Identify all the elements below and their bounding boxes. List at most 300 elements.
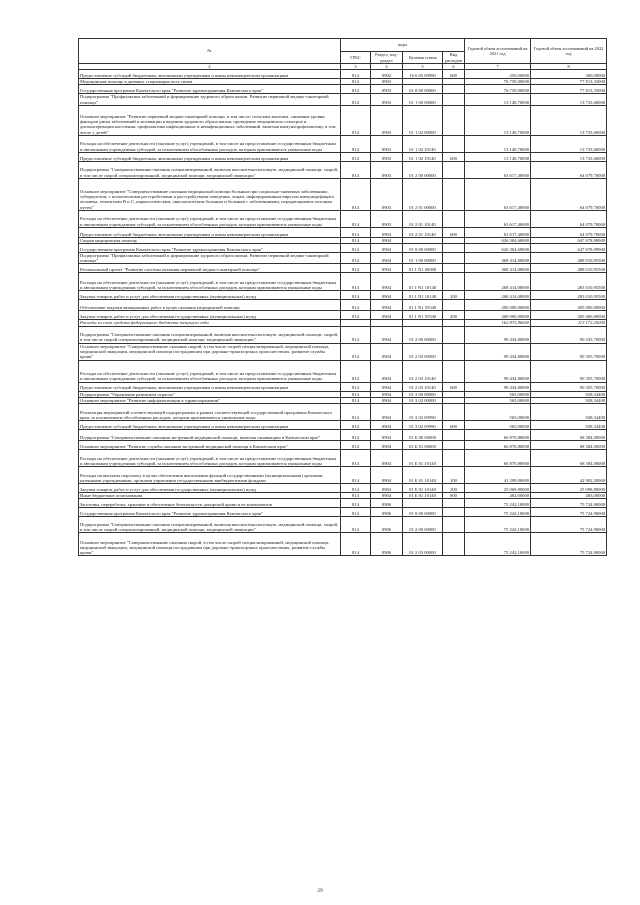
row-description: Медицинская помощь в дневных стационарах всех типов [79, 79, 341, 85]
table-row [79, 533, 607, 556]
amount-2021: 13 140,70000 [465, 105, 531, 135]
row-description: Подпрограмма "Совершенствование оказания экстренной медицинской помощи, включая санавиацию в Камчатском крае" [79, 430, 341, 441]
row-description: Региональный проект "Развитие системы оказания первичной медико-санитарной помощи" [79, 264, 341, 273]
amount-2021: 63 617,40000 [465, 178, 531, 210]
amount-2021: 66 870,80000 [465, 450, 531, 467]
column-number: 6 [443, 64, 465, 70]
row-code [443, 404, 465, 421]
amount-2021: 63 617,40000 [465, 161, 531, 178]
table-row [79, 152, 607, 161]
row-code: 01 3 02 09990 [403, 404, 443, 421]
row-code [443, 161, 465, 178]
row-code: 814 [341, 397, 371, 403]
row-description: Подпрограмма "Совершенствование оказания специализированной, включая высокотехнологичную, медицинской помощи, скорой, в том числе скорой специализированной, медицинской помощи, медицинской эвакуации" [79, 326, 341, 343]
amount-2022: 488 010,95500 [531, 253, 607, 264]
column-number: 8 [531, 64, 607, 70]
row-code [443, 499, 465, 508]
table-row [79, 273, 607, 291]
row-code: 814 [341, 484, 371, 493]
row-code: 01 1 00 00000 [403, 94, 443, 105]
row-description: Основное мероприятие "Развитие информатизации в здравоохранении" [79, 397, 341, 403]
amount-2022: 75 724,90000 [531, 499, 607, 508]
row-code: 01 0 00 00000 [403, 244, 443, 253]
row-code: 01 2 03 10140 [403, 382, 443, 391]
table-row [79, 430, 607, 441]
amount-2021: 565,00000 [465, 391, 531, 397]
amount-2022: 64 079,70000 [531, 178, 607, 210]
row-code: 0904 [371, 450, 403, 467]
row-code: 814 [341, 326, 371, 343]
row-code: 0904 [371, 264, 403, 273]
row-code [443, 343, 465, 360]
amount-2021: 99 434,80000 [465, 343, 531, 360]
row-description: Иные бюджетные ассигнования [79, 493, 341, 499]
amount-2022: 647 678,99900 [531, 244, 607, 253]
row-code: 814 [341, 253, 371, 264]
row-code: 814 [341, 343, 371, 360]
amount-2022: 64 079,70000 [531, 227, 607, 237]
table-row [79, 343, 607, 360]
row-code: 0903 [371, 85, 403, 94]
row-code: 814 [341, 161, 371, 178]
row-code: 814 [341, 382, 371, 391]
row-description: Предоставление субсидий бюджетным, автономным учреждениям и иным некоммерческим организациям [79, 227, 341, 237]
header-row-number: № [79, 39, 341, 64]
table-header [79, 39, 607, 70]
amount-2021: 626 304,68000 [465, 237, 531, 243]
row-code: 0904 [371, 397, 403, 403]
row-description: Закупка товаров, работ и услуг для обеспечения государственных (муниципальных) нужд [79, 311, 341, 320]
row-code: 01 2 03 00000 [403, 533, 443, 556]
row-description: Основное мероприятие "Развитие службы оказания экстренной медицинской помощи в Камчатском крае" [79, 441, 341, 450]
row-description: Основное мероприятие "Развитие первичной медико-санитарной помощи, в том числе: сельским жителям, снижение уровня факторов риска заболеваний и мотивации к ведению здорового образа жизни, проведение медицинских осмотров и диспансеризации населения, профилактика инфекционных и неинфекционных заболеваний, включая иммунопрофилактику, в том числе у детей" [79, 105, 341, 135]
amount-2022: 283 010,95500 [531, 273, 607, 291]
amount-2021: 66 870,80000 [465, 441, 531, 450]
row-code: 0904 [371, 237, 403, 243]
amount-2022: 75 724,90000 [531, 517, 607, 533]
row-code [443, 105, 465, 135]
amount-2021: 468 414,08000 [465, 253, 531, 264]
table-row [79, 300, 607, 311]
amount-2021: 565,00000 [465, 404, 531, 421]
row-code: 01 1 N1 55540 [403, 311, 443, 320]
row-code: 814 [341, 360, 371, 382]
row-code: 0904 [371, 360, 403, 382]
amount-2022: 13 733,60000 [531, 105, 607, 135]
row-code [443, 508, 465, 517]
row-code: 01 Б 01 10140 [403, 450, 443, 467]
row-code: 01 1 00 00000 [403, 253, 443, 264]
row-code: 814 [341, 227, 371, 237]
amount-2022: 68 384,00000 [531, 441, 607, 450]
header-expense-type: Вид расходов [443, 52, 465, 64]
row-code: 0903 [371, 105, 403, 135]
table-row [79, 382, 607, 391]
amount-2022: 647 678,99900 [531, 237, 607, 243]
amount-2022: 928,34400 [531, 421, 607, 430]
amount-2021: 565,00000 [465, 421, 531, 430]
amount-2021: 200 000,00000 [465, 300, 531, 311]
row-code: 01 0 00 00000 [403, 85, 443, 94]
amount-2021: 25 069,80000 [465, 484, 531, 493]
amount-2022: 13 733,60000 [531, 135, 607, 152]
table-row [79, 161, 607, 178]
row-code: 01 1 02 00000 [403, 105, 443, 135]
row-code: 814 [341, 85, 371, 94]
amount-2022: 68 384,00000 [531, 430, 607, 441]
header-codes: коды [341, 39, 465, 52]
table-row [79, 508, 607, 517]
amount-2022: 113 172,20000 [531, 320, 607, 326]
row-description: Подпрограмма "Совершенствование оказания специализированной, включая высокотехнологичную, медицинской помощи, скорой, в том числе скорой специализированной, медицинской помощи, медицинской эвакуации" [79, 161, 341, 178]
row-description: Обеспечение закупки авиационных работ в целях оказания медицинской помощи [79, 300, 341, 311]
amount-2022: 90 355,70000 [531, 360, 607, 382]
table-row [79, 404, 607, 421]
row-code [443, 430, 465, 441]
row-code: 814 [341, 450, 371, 467]
page-number: 29 [317, 888, 323, 894]
row-code: 0906 [371, 533, 403, 556]
table-row [79, 291, 607, 300]
row-code: 01 2 01 10140 [403, 227, 443, 237]
row-code: 814 [341, 135, 371, 152]
row-code: 814 [341, 430, 371, 441]
table-row [79, 85, 607, 94]
row-code: 814 [341, 300, 371, 311]
table-row [79, 467, 607, 484]
row-code [443, 450, 465, 467]
row-description: Расходы на обеспечение деятельности (оказание услуг) учреждений, в том числе на предоставление государственным бюджетным и автономным учреждениям субсидий, за исключением обособленных расходов, которым присваиваются уникальные коды [79, 450, 341, 467]
amount-2021: 482,00000 [465, 493, 531, 499]
amount-2022: 205 000,00000 [531, 300, 607, 311]
row-code: 0904 [371, 326, 403, 343]
row-code: 814 [341, 291, 371, 300]
amount-2022: 283 010,95500 [531, 291, 607, 300]
amount-2022: 90 355,70000 [531, 382, 607, 391]
row-code [443, 94, 465, 105]
row-code: 200 [443, 311, 465, 320]
row-code: 0904 [371, 441, 403, 450]
amount-2021: 99 434,80000 [465, 382, 531, 391]
amount-2021: 66 870,80000 [465, 430, 531, 441]
table-row [79, 421, 607, 430]
header-volume-2022: Годовой объем ассигнований на 2022 год [531, 39, 607, 64]
row-code: 0904 [371, 484, 403, 493]
table-body [79, 70, 607, 556]
amount-2021: 99 434,80000 [465, 360, 531, 382]
row-code: 814 [341, 105, 371, 135]
row-code: 01 2 00 00000 [403, 517, 443, 533]
amount-2021: 76 758,00000 [465, 79, 531, 85]
row-code: 0903 [371, 135, 403, 152]
row-description: Государственная программа Камчатского края "Развитие здравоохранения Камчатского края" [79, 85, 341, 94]
row-code: 814 [341, 391, 371, 397]
amount-2022: 90 335,70000 [531, 326, 607, 343]
amount-2022: 300,00000 [531, 70, 607, 79]
row-code: 814 [341, 499, 371, 508]
row-code [443, 210, 465, 227]
row-description: Подпрограмма "Профилактика заболеваний и формирование здорового образа жизни. Развитие первичной медико-санитарной помощи" [79, 94, 341, 105]
row-code: 01 2 00 00000 [403, 326, 443, 343]
row-description: Закупка товаров, работ и услуг для обеспечения государственных (муниципальных) нужд [79, 291, 341, 300]
row-code: 0904 [371, 493, 403, 499]
table-row [79, 210, 607, 227]
row-code: 600 [443, 382, 465, 391]
table-row [79, 244, 607, 253]
row-code: 814 [341, 237, 371, 243]
row-code: 0902 [371, 70, 403, 79]
amount-2022: 68 384,00000 [531, 450, 607, 467]
row-description: Подпрограмма "Профилактика заболеваний и формирование здорового образа жизни. Развитие первичной медико-санитарной помощи" [79, 253, 341, 264]
budget-table [78, 38, 607, 556]
row-code: 01 2 01 00000 [403, 178, 443, 210]
row-code: 01 1 N1 55540 [403, 300, 443, 311]
table-row [79, 178, 607, 210]
row-code: 0904 [371, 311, 403, 320]
table-row [79, 484, 607, 493]
row-code: 0906 [371, 517, 403, 533]
amount-2021: 268 414,08000 [465, 291, 531, 300]
row-code: 01 1 N1 10140 [403, 273, 443, 291]
row-code: 814 [341, 152, 371, 161]
amount-2021: 250,00000 [465, 70, 531, 79]
amount-2021: 76 758,00000 [465, 85, 531, 94]
row-code: 0904 [371, 253, 403, 264]
row-description: Предоставление субсидий бюджетным, автономным учреждениям и иным некоммерческим организациям [79, 70, 341, 79]
row-code: 100 [443, 467, 465, 484]
row-code [443, 441, 465, 450]
column-number: 7 [465, 64, 531, 70]
table-row [79, 441, 607, 450]
row-code: 0904 [371, 273, 403, 291]
amount-2022: 928,34400 [531, 397, 607, 403]
row-code: 814 [341, 493, 371, 499]
amount-2022: 13 733,60000 [531, 94, 607, 105]
amount-2022: 75 724,90000 [531, 533, 607, 556]
row-code: 600 [443, 152, 465, 161]
row-code: 814 [341, 264, 371, 273]
row-code: 01 2 03 10140 [403, 360, 443, 382]
amount-2022: 64 079,70000 [531, 210, 607, 227]
row-code: 0906 [371, 508, 403, 517]
row-code: 0903 [371, 178, 403, 210]
row-description: Основное мероприятие "Совершенствование оказания скорой, в том числе скорой специализированной, медицинской помощи, медицинской эвакуации, медицинской помощи пострадавшим при дорожно-транспортных происшествиях, развитие службы крови" [79, 343, 341, 360]
row-code: 814 [341, 210, 371, 227]
row-code: 0904 [371, 244, 403, 253]
row-code: 814 [341, 311, 371, 320]
row-code: 200 [443, 484, 465, 493]
row-code: 01 Б 01 10140 [403, 467, 443, 484]
table-row [79, 227, 607, 237]
row-code [443, 135, 465, 152]
row-code: 01 Б 00 00000 [403, 430, 443, 441]
row-code: 01 2 03 00000 [403, 343, 443, 360]
amount-2021: 99 434,80000 [465, 326, 531, 343]
table-row [79, 311, 607, 320]
table-row [79, 105, 607, 135]
row-code: 0904 [371, 430, 403, 441]
row-code [443, 244, 465, 253]
header-target-article: Целевая статья [403, 52, 443, 64]
row-code: 0904 [371, 391, 403, 397]
row-description: Реализация мероприятий соответствующей подпрограммы в рамках соответствующей государственной программы Камчатского края, за исключением обособленных расходов, которым присваиваются уникальные коды [79, 404, 341, 421]
row-description: Расходы на обеспечение деятельности (оказание услуг) учреждений, в том числе на предоставление государственным бюджетным и автономным учреждениям субсидий, за исключением обособленных расходов, которым присваиваются уникальные коды [79, 360, 341, 382]
amount-2022: 64 079,70000 [531, 161, 607, 178]
amount-2021: 200 000,00000 [465, 311, 531, 320]
amount-2021: 13 140,70000 [465, 94, 531, 105]
amount-2021: 468 414,08000 [465, 264, 531, 273]
row-code: 814 [341, 467, 371, 484]
row-description: Предоставление субсидий бюджетным, автономным учреждениям и иным некоммерческим организациям [79, 382, 341, 391]
header-grbs: ГРБС [341, 52, 371, 64]
table-row [79, 253, 607, 264]
row-code: 814 [341, 517, 371, 533]
table-row [79, 517, 607, 533]
row-code: 814 [341, 79, 371, 85]
row-code: 0904 [371, 467, 403, 484]
row-description: Расходы на обеспечение деятельности (оказание услуг) учреждений, в том числе на предоставление государственным бюджетным и автономным учреждениям субсидий, за исключением обособленных расходов, которым присваиваются уникальные коды [79, 135, 341, 152]
row-code: 01 Б 01 00000 [403, 441, 443, 450]
amount-2021: 75 242,10000 [465, 533, 531, 556]
row-code: 814 [341, 508, 371, 517]
row-code [443, 517, 465, 533]
row-description: Основное мероприятие "Совершенствование оказания скорой, в том числе скорой специализированной, медицинской помощи, медицинской эвакуации, медицинской помощи пострадавшим при дорожно-транспортных происшествиях, развитие службы крови" [79, 533, 341, 556]
row-description: Расходы на выплаты персоналу в целях обеспечения выполнения функций государственными (муниципальными) органами, казенными учреждениями, органами управления государственными внебюджетными фондами [79, 467, 341, 484]
row-code: 0904 [371, 291, 403, 300]
row-description: Заготовка, переработка, хранение и обеспечение безопасности донорской крови и ее компонентов [79, 499, 341, 508]
amount-2021: 41 299,00000 [465, 467, 531, 484]
table-row [79, 264, 607, 273]
row-code: 814 [341, 178, 371, 210]
row-code: 0903 [371, 227, 403, 237]
row-code: 600 [443, 421, 465, 430]
column-number: 4 [371, 64, 403, 70]
amount-2021: 565,00000 [465, 397, 531, 403]
row-code: 16 6 05 09990 [403, 70, 443, 79]
column-number: 2 [79, 64, 341, 70]
amount-2022: 928,34400 [531, 404, 607, 421]
amount-2021: 63 617,40000 [465, 210, 531, 227]
row-code: 0903 [371, 94, 403, 105]
amount-2022: 488 010,95500 [531, 264, 607, 273]
amount-2022: 90 355,70000 [531, 343, 607, 360]
header-volume-2021: Годовой объем ассигнований на 2021 год [465, 39, 531, 64]
row-code: 0904 [371, 382, 403, 391]
amount-2022: 75 724,90000 [531, 508, 607, 517]
row-description: Предоставление субсидий бюджетным, автономным учреждениям и иным некоммерческим организациям [79, 421, 341, 430]
table-row [79, 499, 607, 508]
table-row [79, 94, 607, 105]
row-description: Основное мероприятие "Совершенствование оказания медицинской помощи больным при социально-значимых заболеваниях: туберкулезом, с психическими расстройствами и расстройствами поведения, лицам, инфицированным вирусом иммунодефицита человека, гепатитами В и С, наркологическим, онкологическим больным и больным с заболеваниями, передающимися половым путем" [79, 178, 341, 210]
row-code: 01 3 02 09990 [403, 421, 443, 430]
amount-2022: 77 813,33000 [531, 85, 607, 94]
row-code: 814 [341, 244, 371, 253]
row-description: Подпрограмма "Совершенствование оказания специализированной, включая высокотехнологичную, медицинской помощи, скорой, в том числе скорой специализированной, медицинской помощи, медицинской эвакуации" [79, 517, 341, 533]
amount-2021: 13 140,70000 [465, 135, 531, 152]
table-row [79, 70, 607, 79]
row-code: 01 1 02 10140 [403, 152, 443, 161]
amount-2022: 13 733,60000 [531, 152, 607, 161]
row-code: 01 0 00 00000 [403, 508, 443, 517]
row-code: 200 [443, 291, 465, 300]
amount-2021: 75 242,10000 [465, 517, 531, 533]
row-code [443, 264, 465, 273]
row-code: 0904 [371, 343, 403, 360]
row-code: 0904 [371, 421, 403, 430]
row-code: 01 1 N1 10140 [403, 291, 443, 300]
row-code: 814 [341, 94, 371, 105]
row-code: 01 1 N1 00000 [403, 264, 443, 273]
row-code: 0903 [371, 79, 403, 85]
row-code: 01 2 00 00000 [403, 161, 443, 178]
amount-2022: 483,00000 [531, 493, 607, 499]
row-description: Расходы на обеспечение деятельности (оказание услуг) учреждений, в том числе на предоставление государственным бюджетным и автономным учреждениям субсидий, за исключением обособленных расходов, которым присваиваются уникальные коды [79, 210, 341, 227]
table-row [79, 360, 607, 382]
row-code [403, 499, 443, 508]
row-code: 814 [341, 273, 371, 291]
row-code: 800 [443, 493, 465, 499]
row-code: 01 Б 01 10140 [403, 484, 443, 493]
row-code [443, 253, 465, 264]
row-code: 0903 [371, 210, 403, 227]
header-razdel: Раздел, под-раздел [371, 52, 403, 64]
row-description: Предоставление субсидий бюджетным, автономным учреждениям и иным некоммерческим организациям [79, 152, 341, 161]
amount-2022: 77 813,33000 [531, 79, 607, 85]
row-description: Закупка товаров, работ и услуг для обеспечения государственных (муниципальных) нужд [79, 484, 341, 493]
table-row [79, 135, 607, 152]
row-code: 814 [341, 441, 371, 450]
row-code: 0903 [371, 161, 403, 178]
row-code [443, 300, 465, 311]
row-code [443, 360, 465, 382]
row-code: 814 [341, 421, 371, 430]
amount-2021: 75 242,10000 [465, 508, 531, 517]
row-code: 01 2 01 10140 [403, 210, 443, 227]
row-code: 01 1 02 10140 [403, 135, 443, 152]
row-code: 0904 [371, 404, 403, 421]
amount-2022: 928,34400 [531, 391, 607, 397]
column-number: 5 [403, 64, 443, 70]
amount-2022: 205 000,00000 [531, 311, 607, 320]
row-code: 01 3 02 00000 [403, 397, 443, 403]
row-code: 0906 [371, 499, 403, 508]
amount-2021: 268 414,08000 [465, 273, 531, 291]
row-description: Государственная программа Камчатского края "Развитие здравоохранения Камчатского края" [79, 508, 341, 517]
row-description: Государственная программа Камчатского края "Развитие здравоохранения Камчатского края" [79, 244, 341, 253]
amount-2021: 13 140,70000 [465, 152, 531, 161]
row-code: 814 [341, 70, 371, 79]
table-row [79, 326, 607, 343]
table-row [79, 450, 607, 467]
row-description: Скорая медицинская помощь [79, 237, 341, 243]
row-code: 01 3 00 00000 [403, 391, 443, 397]
row-code: 01 Б 01 10140 [403, 493, 443, 499]
row-code: 814 [341, 404, 371, 421]
column-number: 3 [341, 64, 371, 70]
row-description: Расходы на обеспечение деятельности (оказание услуг) учреждений, в том числе на предоставление государственным бюджетным и автономным учреждениям субсидий, за исключением обособленных расходов, которым присваиваются уникальные коды [79, 273, 341, 291]
amount-2021: 63 617,40000 [465, 227, 531, 237]
amount-2022: 25 098,80000 [531, 484, 607, 493]
row-description: Расходы за счет средств федерального бюджета текущего года [79, 320, 341, 326]
amount-2021: 626 304,68000 [465, 244, 531, 253]
row-code [443, 178, 465, 210]
row-code: 0904 [371, 300, 403, 311]
row-code: 814 [341, 533, 371, 556]
amount-2021: 75 242,10000 [465, 499, 531, 508]
row-code [443, 533, 465, 556]
row-code: 600 [443, 70, 465, 79]
row-code [443, 85, 465, 94]
